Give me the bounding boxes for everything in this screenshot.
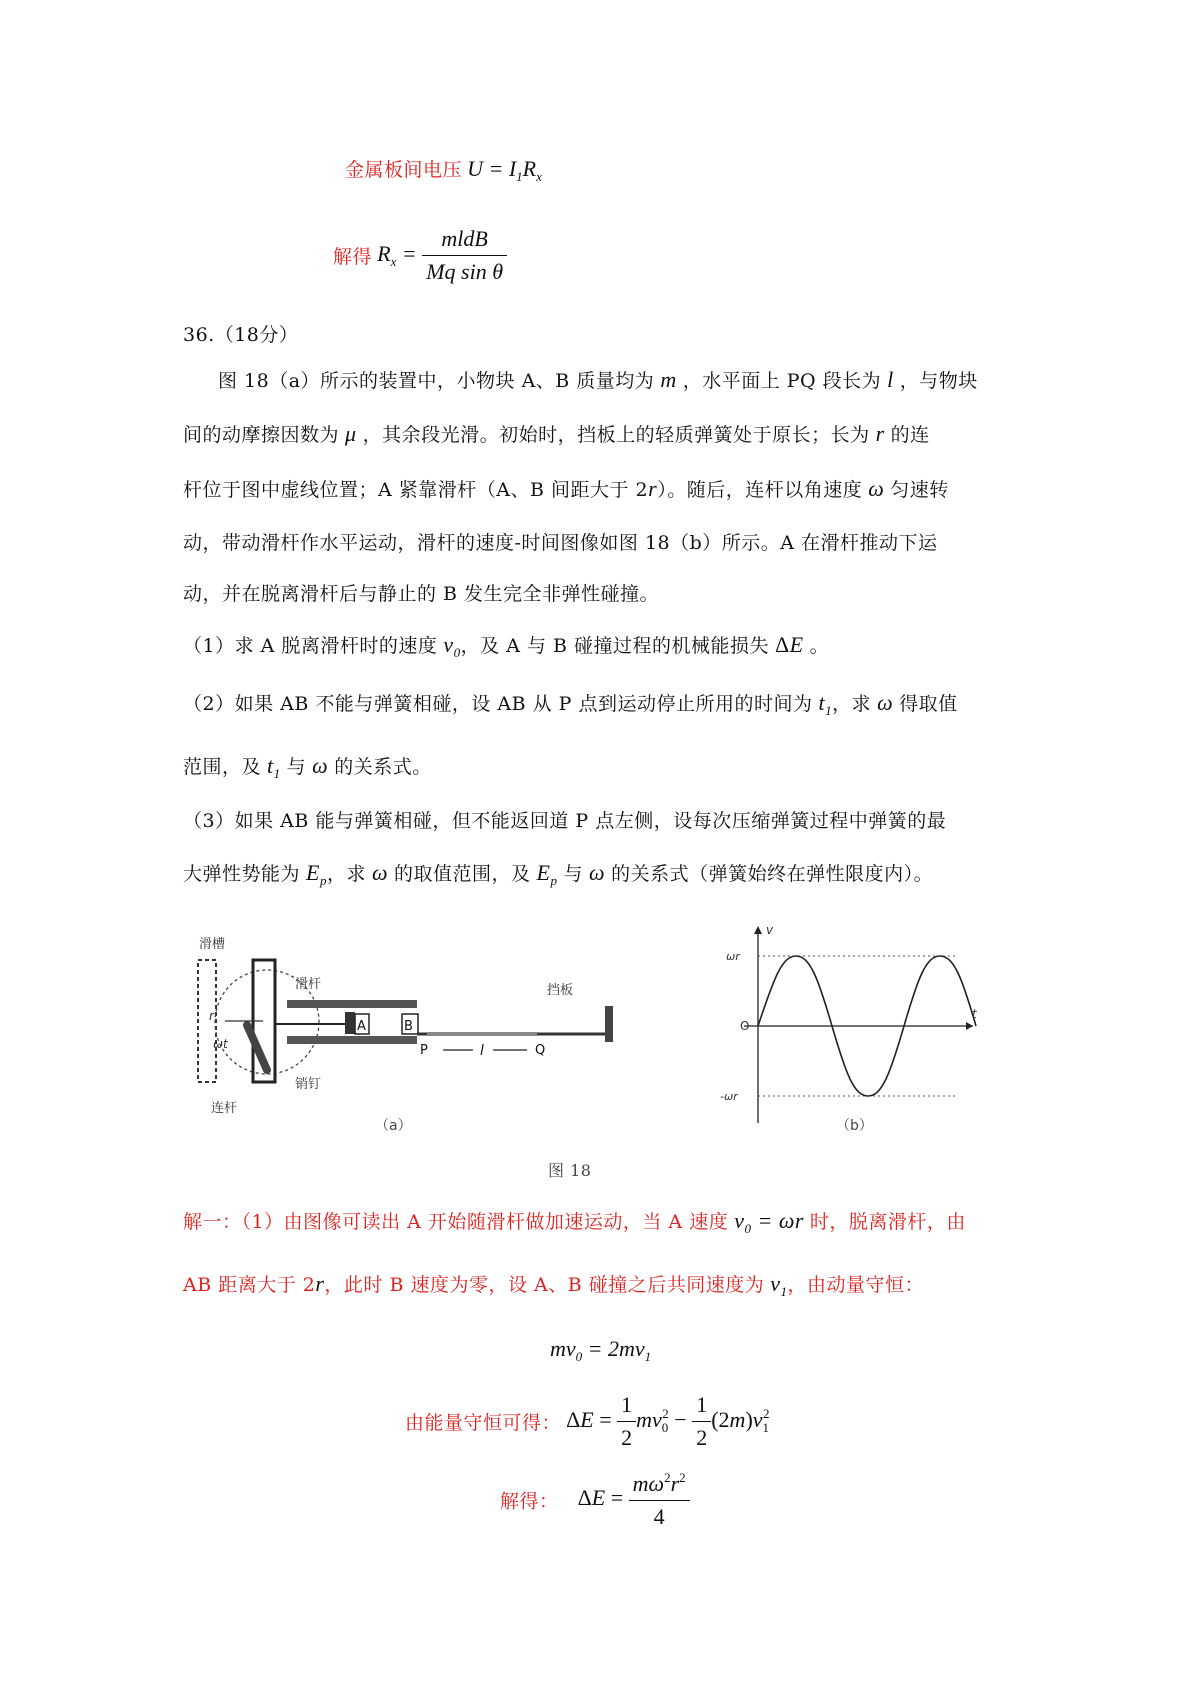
figure-b-caption: （b）	[836, 1118, 873, 1134]
radius-label: r	[209, 1009, 214, 1023]
rough-segment-pq	[427, 1032, 537, 1036]
question-line-4: 动，带动滑杆作水平运动，滑杆的速度-时间图像如图 18（b）所示。A 在滑杆推动下运	[183, 532, 938, 554]
origin-label: O	[740, 1019, 750, 1033]
pin-label: 销钉	[295, 1077, 322, 1092]
t-axis-arrow	[966, 1022, 973, 1030]
question-number: 36.（18分）	[183, 324, 299, 346]
v-axis-label: v	[766, 923, 774, 937]
result-label: 解得：	[500, 1490, 559, 1513]
rx-formula: $R_x$ = $\frac{\text{mldB}}{\text{Mq sin θ}}$	[377, 241, 507, 266]
figure-caption: 图 18	[548, 1161, 592, 1180]
wr-label: ωr	[726, 950, 740, 963]
angle-label: ωt	[213, 1037, 228, 1051]
result-equation-line	[500, 1470, 690, 1530]
block-b-label: B	[404, 1019, 413, 1034]
solution-line-2: AB 距离大于 2r，此时 B 速度为零，设 A、B 碰撞之后共同速度为 $v_1$，由动量守恒：	[183, 1271, 925, 1299]
momentum-equation: $mv_0 = 2mv_1$	[550, 1336, 652, 1364]
link-label: 连杆	[211, 1101, 238, 1116]
baffle	[605, 1006, 613, 1042]
sub-question-2: （2）如果 AB 不能与弹簧相碰，设 AB 从 P 点到运动停止所用的时间为 $t_1$，求 ω 得取值	[183, 690, 958, 718]
baffle-label: 挡板	[547, 983, 574, 998]
t-axis-label: t	[972, 1007, 977, 1021]
question-line-2: 间的动摩擦因数为 μ ，其余段光滑。初始时，挡板上的轻质弹簧处于原长；长为 r 的连	[183, 421, 930, 446]
question-line-3: 杆位于图中虚线位置；A 紧靠滑杆（A、B 间距大于 2r）。随后，连杆以角速度 ω 匀速转	[183, 476, 949, 501]
question-line-5: 动，并在脱离滑杆后与静止的 B 发生完全非弹性碰撞。	[183, 583, 660, 605]
rod-upper-bar	[287, 1000, 417, 1008]
rod-label: 滑杆	[295, 977, 322, 992]
solve-label-top: 解得	[333, 246, 373, 268]
solution-line-1: 解一：（1）由图像可读出 A 开始随滑杆做加速运动，当 A 速度 $v_0 = \omega r$ 时，脱离滑杆，由	[183, 1208, 966, 1236]
block-a-label: A	[357, 1019, 366, 1034]
slot-label: 滑槽	[199, 937, 226, 952]
rod-lower-bar	[287, 1036, 417, 1044]
energy-equation: ΔE = $\frac{1}{2}$ $mv_0^2$ − $\frac{1}{2}$ $(2m)v_1^2$	[566, 1392, 770, 1450]
connecting-rod	[247, 1025, 267, 1070]
neg-wr-label: -ωr	[720, 1090, 738, 1103]
slide-rod-head	[345, 1012, 355, 1034]
figure-b-vt-graph	[718, 918, 988, 1138]
figure-a-apparatus	[195, 920, 675, 1140]
voltage-formula: $U = I_1R_x$	[467, 156, 542, 184]
result-equation: ΔE = $\frac{m\omega^2r^2}{4}$	[578, 1485, 690, 1510]
v-axis-arrow	[754, 926, 762, 934]
q-label: Q	[535, 1043, 546, 1058]
energy-equation-line	[405, 1392, 770, 1451]
question-line-1: 图 18（a）所示的装置中，小物块 A、B 质量均为 m ，水平面上 PQ 段长为 l ，与物块	[218, 367, 978, 392]
voltage-formula-line	[345, 155, 542, 185]
sub-question-1: （1）求 A 脱离滑杆时的速度 $v_0$，及 A 与 B 碰撞过程的机械能损失 ΔE 。	[183, 632, 830, 660]
voltage-label: 金属板间电压	[345, 159, 463, 181]
sub-question-2-cont: 范围，及 $t_1$ 与 ω 的关系式。	[183, 753, 432, 781]
energy-label: 由能量守恒可得：	[405, 1412, 562, 1434]
sub-question-3: （3）如果 AB 能与弹簧相碰，但不能返回道 P 点左侧，设每次压缩弹簧过程中弹簧的最	[183, 810, 947, 832]
sub-question-3-cont: 大弹性势能为 $E_p$，求 ω 的取值范围，及 $E_p$ 与 ω 的关系式（弹簧始终在弹性限度内）。	[183, 860, 934, 888]
length-label: l	[480, 1043, 484, 1059]
p-label: P	[420, 1043, 428, 1058]
figure-a-caption: （a）	[375, 1118, 412, 1134]
rx-formula-line	[333, 226, 507, 285]
